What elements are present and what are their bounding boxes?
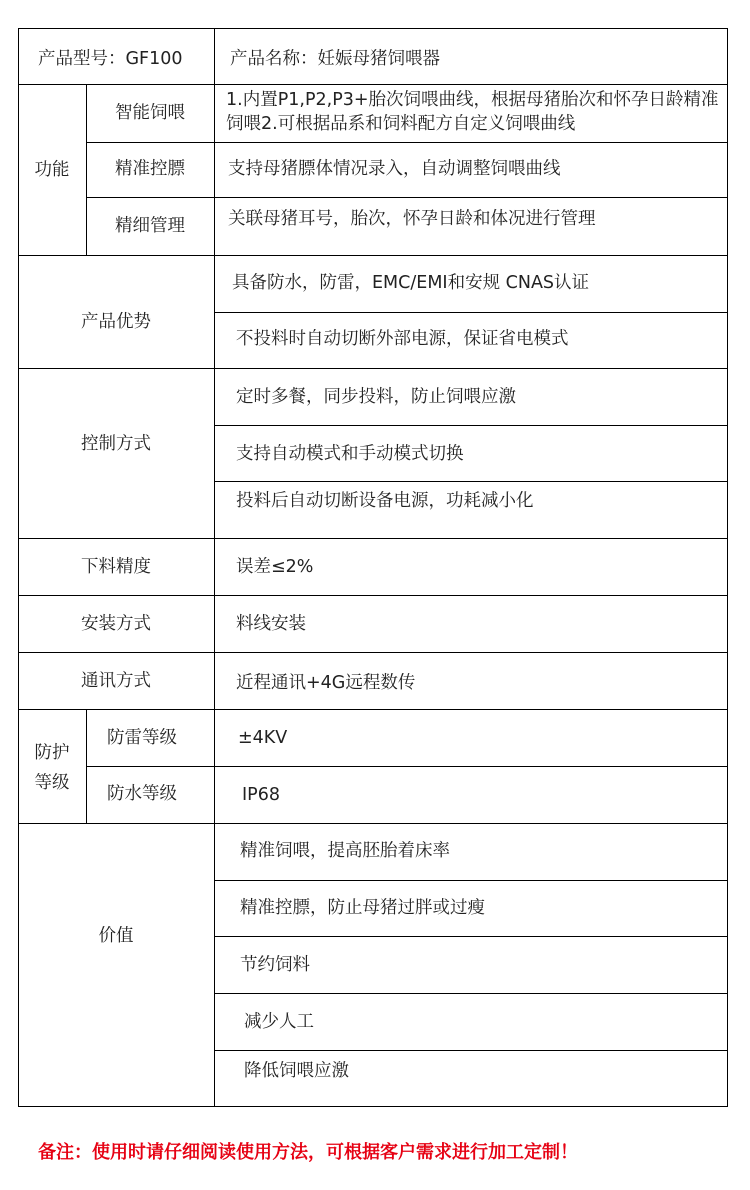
- fine-management-value: 关联母猪耳号，胎次，怀孕日龄和体况进行管理: [228, 209, 596, 229]
- fine-management-label: 精细管理: [115, 216, 185, 236]
- row-divider: [18, 823, 728, 824]
- control-item: 投料后自动切断设备电源，功耗减小化: [236, 491, 534, 511]
- row-divider: [18, 652, 728, 653]
- row-divider: [86, 197, 728, 198]
- install-label: 安装方式: [81, 614, 151, 634]
- row-divider: [18, 538, 728, 539]
- protection-label-line1: 防护: [34, 743, 70, 763]
- value-item: 降低饲喂应激: [244, 1061, 349, 1081]
- column-divider: [214, 84, 215, 255]
- row-divider: [214, 481, 728, 482]
- advantage-item: 不投料时自动切断外部电源，保证省电模式: [236, 329, 569, 349]
- column-divider: [214, 28, 215, 84]
- row-divider: [214, 993, 728, 994]
- precision-label: 下料精度: [81, 557, 151, 577]
- advantage-label: 产品优势: [81, 312, 151, 332]
- table-border-right: [727, 28, 728, 1107]
- function-label: 功能: [34, 160, 70, 180]
- control-label: 控制方式: [81, 434, 151, 454]
- comm-value: 近程通讯+4G远程数传: [236, 673, 416, 693]
- lightning-level-label: 防雷等级: [107, 728, 177, 748]
- smart-feeding-value: 1.内置P1,P2,P3+胎次饲喂曲线，根据母猪胎次和怀孕日龄精准饲喂2.可根据品系和饲料配方自定义饲喂曲线: [226, 90, 719, 134]
- fat-control-label: 精准控膘: [115, 159, 185, 179]
- comm-label: 通讯方式: [81, 671, 151, 691]
- advantage-item: 具备防水，防雷，EMC/EMI和安规 CNAS认证: [232, 273, 590, 293]
- table-border-top: [18, 28, 728, 29]
- control-item: 定时多餐，同步投料，防止饲喂应激: [236, 387, 516, 407]
- value-label: 价值: [98, 926, 134, 946]
- value-item: 减少人工: [244, 1012, 314, 1032]
- value-item: 精准控膘，防止母猪过胖或过瘦: [240, 898, 485, 918]
- waterproof-level-label: 防水等级: [107, 784, 177, 804]
- row-divider: [18, 84, 728, 85]
- model-cell: 产品型号：GF100: [38, 49, 183, 69]
- row-divider: [18, 368, 728, 369]
- install-value: 料线安装: [236, 614, 306, 634]
- row-divider: [18, 595, 728, 596]
- footer-note: 备注：使用时请仔细阅读使用方法，可根据客户需求进行加工定制！: [38, 1142, 578, 1163]
- fat-control-value: 支持母猪膘体情况录入，自动调整饲喂曲线: [228, 159, 561, 179]
- smart-feeding-label: 智能饲喂: [115, 103, 185, 123]
- product-name-cell: 产品名称：妊娠母猪饲喂器: [230, 49, 440, 69]
- row-divider: [18, 255, 728, 256]
- row-divider: [214, 880, 728, 881]
- row-divider: [86, 142, 728, 143]
- waterproof-level-value: IP68: [242, 785, 280, 805]
- column-divider: [214, 255, 215, 1106]
- row-divider: [214, 312, 728, 313]
- table-border-bottom: [18, 1106, 728, 1107]
- control-item: 支持自动模式和手动模式切换: [236, 444, 464, 464]
- row-divider: [86, 766, 728, 767]
- row-divider: [214, 425, 728, 426]
- lightning-level-value: ±4KV: [238, 728, 288, 748]
- row-divider: [214, 936, 728, 937]
- protection-label-line2: 等级: [34, 773, 70, 793]
- row-divider: [214, 1050, 728, 1051]
- value-item: 节约饲料: [240, 955, 310, 975]
- precision-value: 误差≤2%: [236, 557, 314, 577]
- value-item: 精准饲喂，提高胚胎着床率: [240, 841, 450, 861]
- row-divider: [18, 709, 728, 710]
